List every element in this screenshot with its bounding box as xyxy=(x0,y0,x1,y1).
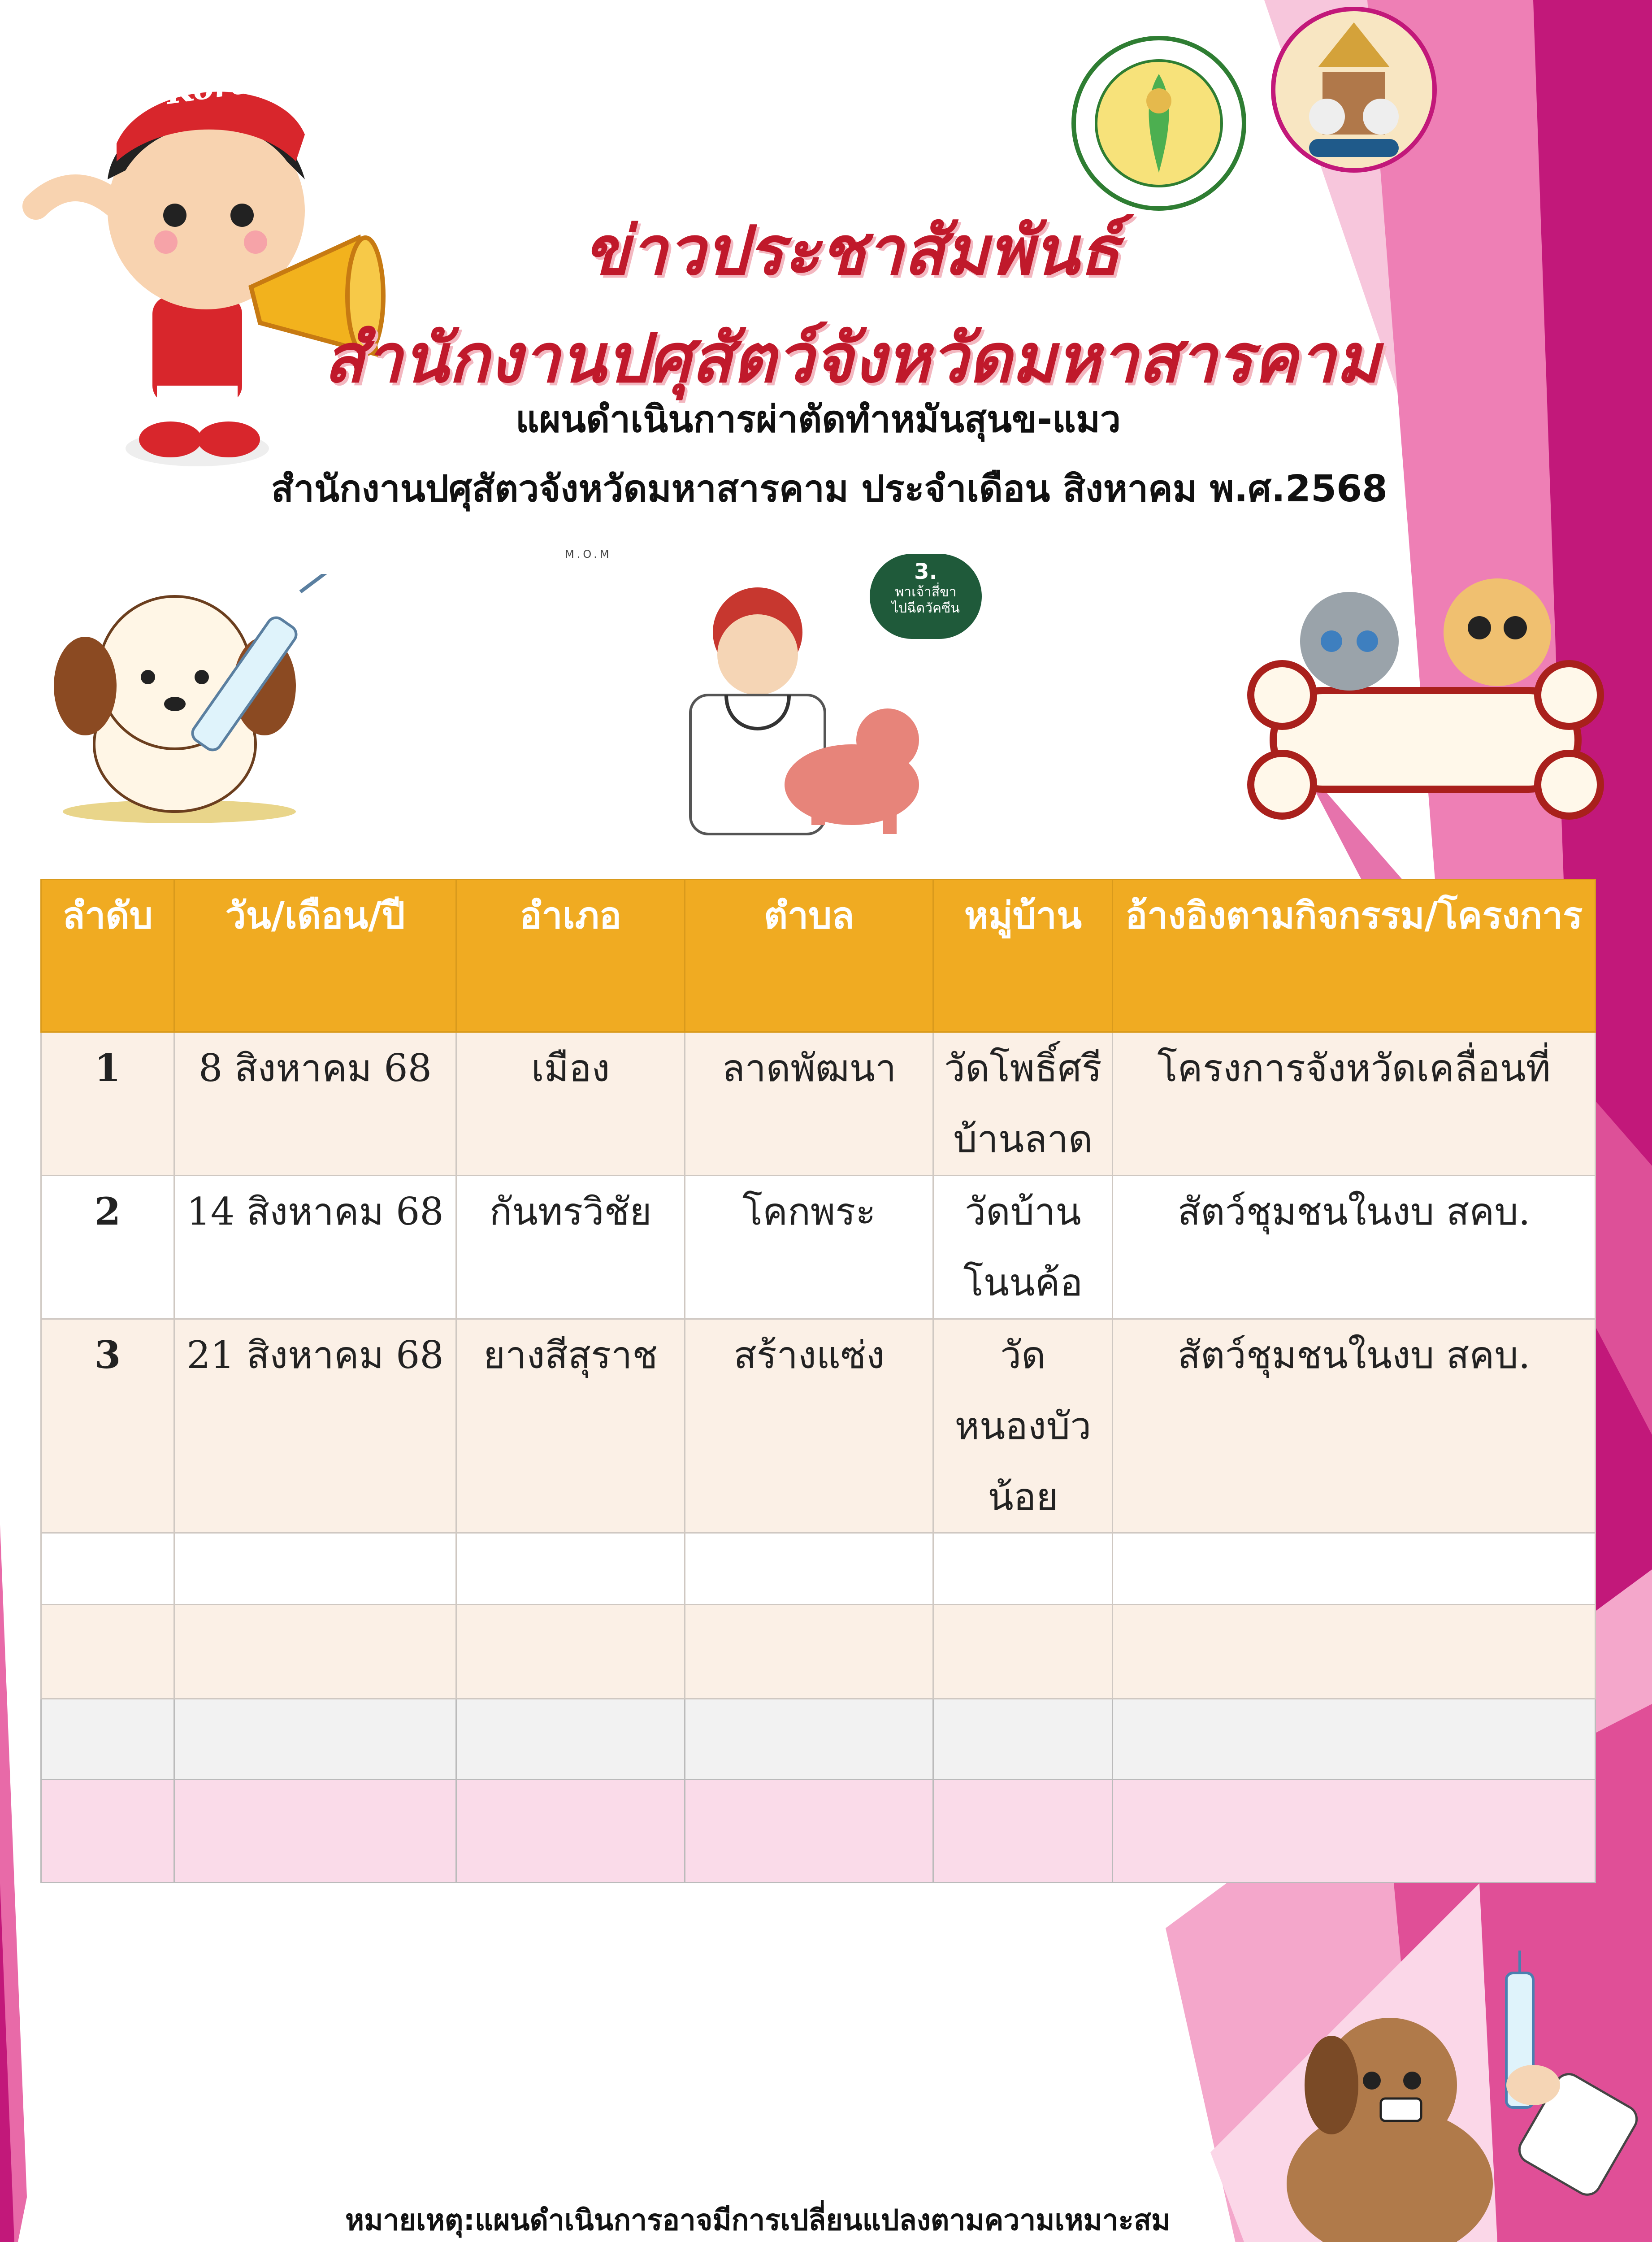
badge-text-line1: พาเจ้าสี่ขา xyxy=(895,584,957,600)
table-row xyxy=(41,1032,1596,1176)
table-header-row xyxy=(41,880,1596,1032)
cell-reference: สัตว์ชุมชนในงบ สคบ. xyxy=(1113,1176,1596,1319)
cell-order: 3 xyxy=(41,1319,174,1533)
badge-number: 3. xyxy=(914,559,937,584)
cell-date: 8 สิงหาคม 68 xyxy=(174,1032,456,1176)
table-row xyxy=(41,1319,1596,1533)
empty-table-row xyxy=(41,1605,1596,1699)
cell-district: กันทรวิชัย xyxy=(456,1176,685,1319)
empty-table-row xyxy=(41,1533,1596,1605)
cat-dog-bone-sign-illustration xyxy=(1246,578,1605,821)
ministry-logo xyxy=(1069,34,1249,213)
page-title-line2: สำนักงานปศุสัตว์จังหวัดมหาสารคาม xyxy=(323,320,1380,398)
cell-reference: โครงการจังหวัดเคลื่อนที่ xyxy=(1113,1032,1596,1176)
office-month-subtitle: สำนักงานปศุสัตวจังหวัดมหาสารคาม ประจำเดือน สิงหาคม พ.ศ.2568 xyxy=(271,468,1388,510)
header-order: ลำดับ xyxy=(41,880,174,1032)
cell-date: 21 สิงหาคม 68 xyxy=(174,1319,456,1533)
cell-subdistrict: สร้างแซ่ง xyxy=(685,1319,933,1533)
header-subdistrict: ตำบล xyxy=(685,880,933,1032)
cell-village: วัดบ้านโนนค้อ xyxy=(933,1176,1113,1319)
cell-order: 2 xyxy=(41,1176,174,1319)
empty-table-row xyxy=(41,1780,1596,1883)
table-row xyxy=(41,1176,1596,1319)
mascot-cap-text: Korea xyxy=(164,60,273,112)
plan-subtitle: แผนดำเนินการผ่าตัดทำหมันสุนข-แมว xyxy=(515,398,1121,441)
puppy-syringe-illustration xyxy=(31,574,363,825)
sterilization-plan-table xyxy=(40,879,1596,1883)
scared-dog-syringe-illustration xyxy=(1219,1951,1650,2242)
page-title-line1: ข่าวประชาสัมพันธ์ xyxy=(583,212,1120,290)
cell-subdistrict: โคกพระ xyxy=(685,1176,933,1319)
badge-text-line2: ไปฉีดวัคซีน xyxy=(892,600,960,616)
header-reference: อ้างอิงตามกิจกรรม/โครงการ xyxy=(1113,880,1596,1032)
cell-order: 1 xyxy=(41,1032,174,1176)
cell-subdistrict: ลาดพัฒนา xyxy=(685,1032,933,1176)
header-district: อำเภอ xyxy=(456,880,685,1032)
header-date: วัน/เดือน/ปี xyxy=(174,880,456,1032)
cell-village: วัดโพธิ์ศรีบ้านลาด xyxy=(933,1032,1113,1176)
header-village: หมู่บ้าน xyxy=(933,880,1113,1032)
cell-date: 14 สิงหาคม 68 xyxy=(174,1176,456,1319)
cell-village: วัดหนองบัวน้อย xyxy=(933,1319,1113,1533)
cell-reference: สัตว์ชุมชนในงบ สคบ. xyxy=(1113,1319,1596,1533)
cell-district: ยางสีสุราช xyxy=(456,1319,685,1533)
remark-note: หมายเหตุ:แผนดำเนินการอาจมีการเปลี่ยนแปลงตามความเหมาะสม xyxy=(345,2204,1171,2237)
department-logo xyxy=(1260,4,1448,193)
cell-district: เมือง xyxy=(456,1032,685,1176)
veterinarian-dog-illustration xyxy=(650,583,928,843)
empty-table-row xyxy=(41,1699,1596,1780)
mom-label: M.O.M xyxy=(565,548,612,560)
